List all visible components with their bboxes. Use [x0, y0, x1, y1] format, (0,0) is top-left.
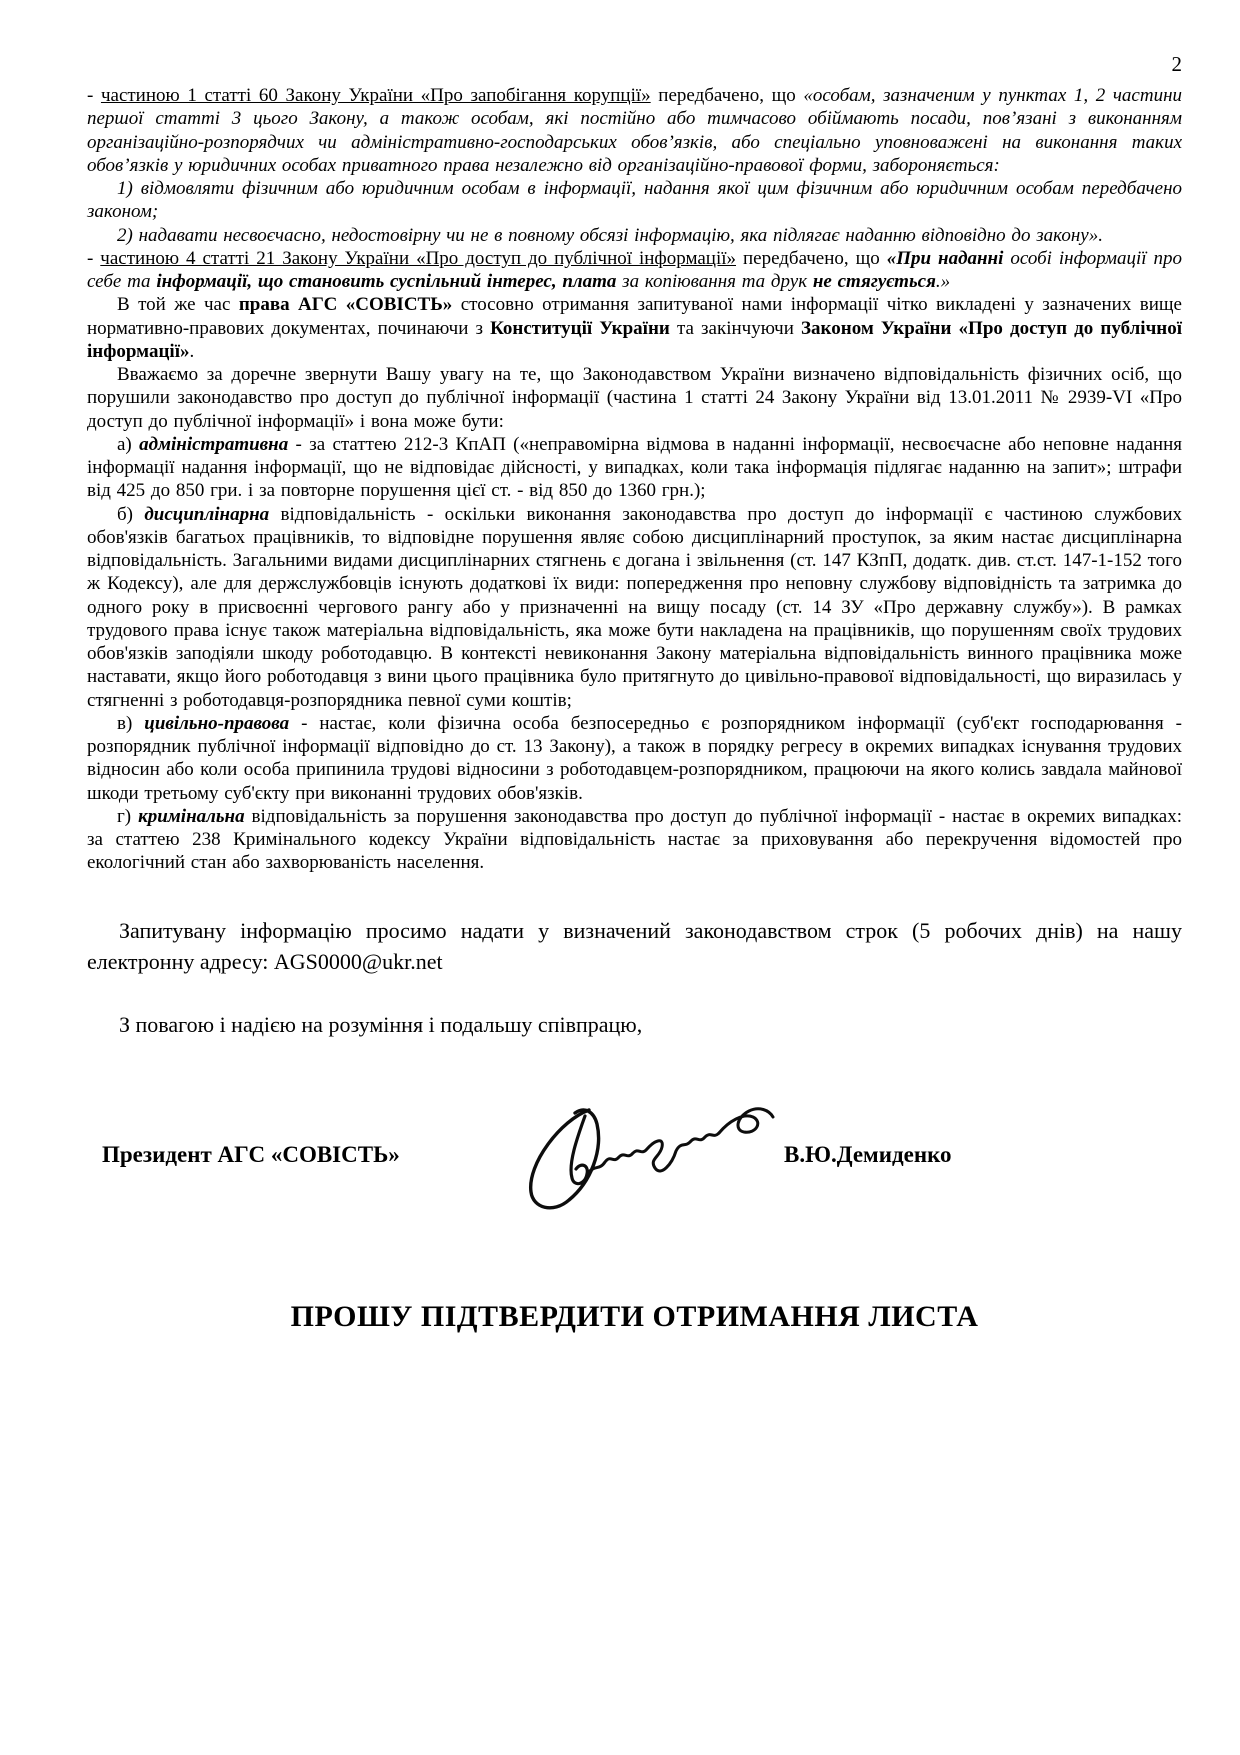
body-paragraph: 1) відмовляти фізичним або юридичним особам в інформації, надання якої цим фізичним або юридичним особам передбачено законом;: [87, 178, 1182, 223]
body-paragraph: в) цивільно-правова - настає, коли фізична особа безпосередньо є розпорядником інформації (суб'єкт господарювання - розпорядник публічної інформації відповідно до ст. 13 Закону), а також в порядку регресу в окремих випадках існування трудових відносин або коли особа припинила трудові відносини з роботодавцем-розпорядником, працюючи на якого колись завдала майнової шкоди третьому суб'єкту при виконанні трудових обов'язків.: [87, 712, 1182, 804]
body-paragraph: Вважаємо за доречне звернути Вашу увагу на те, що Законодавством України визначено відповідальність фізичних осіб, що порушили законодавство про доступ до публічної інформації (частина 1 статті 24 Закону України від 13.01.2011 № 2939-VI «Про доступ до публічної інформації» і вона може бути:: [87, 364, 1182, 432]
body-paragraph: г) кримінальна відповідальність за порушення законодавства про доступ до публічної інформації - настає в окремих випадках: за статтею 238 Кримінального кодексу України відповідальність настає за приховування або перекручення відомостей про екологічний стан або захворюваність населення.: [87, 805, 1183, 874]
body-text: [87, 84, 1182, 875]
closing-request: Запитувану інформацію просимо надати у визначений законодавством строк (5 робочих днів) на нашу електронну адресу: AGS0000@ukr.net: [87, 917, 1182, 974]
letter-content: [87, 84, 1182, 1334]
signature-block: [87, 1106, 1182, 1218]
body-paragraph: 2) надавати несвоєчасно, недостовірну чи не в повному обсязі інформацію, яка підлягає наданню відповідно до закону».: [117, 224, 1103, 246]
body-paragraph: - частиною 4 статті 21 Закону України «Про доступ до публічної інформації» передбачено, що «При наданні особі інформації про себе та інформації, що становить суспільний інтерес, плата за копіювання та друк не стягується.»: [87, 247, 1183, 292]
handwritten-signature-icon: [515, 1104, 777, 1216]
body-paragraph: - частиною 1 статті 60 Закону України «Про запобігання корупції» передбачено, що «особам, зазначеним у пунктах 1, 2 частини першої статті 3 цього Закону, а також особам, які постійно або тимчасово обіймають посади, пов’язані з виконанням організаційно-розпорядчих чи адміністративно-господарських обов’язків, або спеціально уповноважені на виконання таких обов’язків у юридичних особах приватного права незалежно від організаційно-правової форми, забороняється:: [87, 85, 1183, 176]
signer-name: В.Ю.Демиденко: [784, 1141, 952, 1167]
page-number: 2: [1171, 52, 1182, 76]
signer-title: Президент АГС «СОВІСТЬ»: [102, 1141, 400, 1167]
closing-regards: З повагою і надією на розуміння і подальшу співпрацю,: [119, 1011, 643, 1037]
body-paragraph: б) дисциплінарна відповідальність - оскільки виконання законодавства про доступ до інформації є частиною службових обов'язків багатьох працівників, то відповідне порушення являє собою дисциплінарний проступок, за яким настає дисциплінарна відповідальність. Загальними видами дисциплінарних стягнень є догана і звільнення (ст. 147 КЗпП, додатк. див. ст.ст. 147-1-152 того ж Кодексу), але для держслужбовців існують додаткові їх види: попередження про неповну службову відповідність та затримка до одного року в присвоєнні чергового рангу або у призначенні на вищу посаду (ст. 14 ЗУ «Про державну службу»). В рамках трудового права існує також матеріальна відповідальність, яка може бути накладена на працівників, що порушенням своїх трудових обов'язків заподіяли шкоду роботодавцю. В контексті невиконання Закону матеріальна відповідальність винного працівника може наставати, якщо його роботодавця з вини цього працівника було притягнуто до цивільно-правової відповідальності, що виразилась у стягненні з роботодавця-розпорядника певної суми коштів;: [87, 503, 1182, 711]
confirm-receipt-heading: ПРОШУ ПІДТВЕРДИТИ ОТРИМАННЯ ЛИСТА: [290, 1299, 979, 1333]
body-paragraph: В той же час права АГС «СОВІСТЬ» стосовно отримання запитуваної нами інформації чітко викладені у зазначених вище нормативно-правових документах, починаючи з Конституції України та закінчуючи Законом України «Про доступ до публічної інформації».: [87, 294, 1183, 362]
body-paragraph: а) адміністративна - за статтею 212-3 КпАП («неправомірна відмова в наданні інформації, несвоєчасне або неповне надання інформації надання інформації, що не відповідає дійсності, у випадках, коли така інформація підлягає наданню на запит»; штрафи від 425 до 850 гри. і за повторне порушення цієї ст. - від 850 до 1360 грн.);: [87, 433, 1182, 502]
